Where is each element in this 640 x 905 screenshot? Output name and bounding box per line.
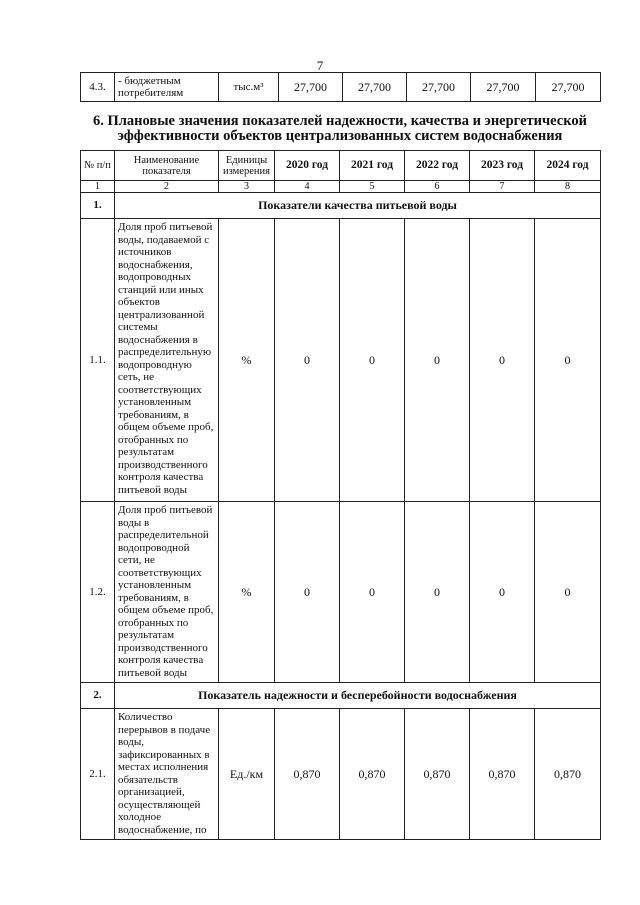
section-row (81, 193, 601, 219)
header-year: 2021 год (340, 151, 405, 181)
column-number: 7 (470, 181, 535, 193)
header-year: 2022 год (405, 151, 470, 181)
section-title: 6. Плановые значения показателей надежности, качества и энергетической эффективности объектов централизованных систем водоснабжения (93, 113, 587, 144)
value-cell: 0,870 (535, 709, 601, 840)
value-cell: 0,870 (405, 709, 470, 840)
row-unit: Ед./км (219, 709, 275, 840)
continuation-table (80, 72, 601, 102)
column-number: 8 (535, 181, 601, 193)
row-name: Количество перерывов в подаче воды, зафиксированных в местах исполнения обязательств организацией, осуществляющей холодное водоснабжение, по (115, 709, 219, 840)
column-number: 5 (340, 181, 405, 193)
table-row (81, 73, 601, 102)
indicators-table (80, 150, 601, 840)
row-name: Доля проб питьевой воды в распределительной водопроводной сети, не соответствующих установленным требованиям, в общем объеме проб, отобранных по результатам производственного контроля качества питьевой воды (115, 502, 219, 683)
value-cell: 0,870 (275, 709, 340, 840)
column-number: 3 (219, 181, 275, 193)
value-cell: 0 (535, 219, 601, 502)
value-cell: 0,870 (470, 709, 535, 840)
section-heading: Показатель надежности и бесперебойности водоснабжения (115, 683, 601, 709)
value-cell: 0 (535, 502, 601, 683)
value-cell: 27,700 (471, 73, 536, 102)
column-number: 2 (115, 181, 219, 193)
table-row (81, 502, 601, 683)
header-unit: Единицы измерения (219, 151, 275, 181)
header-num: № п/п (81, 151, 115, 181)
value-cell: 0 (340, 219, 405, 502)
value-cell: 27,700 (536, 73, 601, 102)
row-name: Доля проб питьевой воды, подаваемой с источников водоснабжения, водопроводных станций или иных объектов централизованной системы водоснабжения в распределительную водопроводную сеть, не соответствующих установленным требованиям, в общем объеме проб, отобранных по результатам производственного контроля качества питьевой воды (115, 219, 219, 502)
row-unit: тыс.м³ (219, 73, 279, 102)
column-number: 4 (275, 181, 340, 193)
row-unit: % (219, 502, 275, 683)
value-cell: 27,700 (279, 73, 343, 102)
row-unit: % (219, 219, 275, 502)
header-year: 2023 год (470, 151, 535, 181)
table-row (81, 219, 601, 502)
value-cell: 0,870 (340, 709, 405, 840)
value-cell: 27,700 (343, 73, 407, 102)
section-heading: Показатели качества питьевой воды (115, 193, 601, 219)
value-cell: 0 (275, 219, 340, 502)
row-number: 1.1. (81, 219, 115, 502)
header-name: Наименование показателя (115, 151, 219, 181)
value-cell: 0 (405, 502, 470, 683)
value-cell: 0 (405, 219, 470, 502)
value-cell: 0 (470, 219, 535, 502)
row-number: 1.2. (81, 502, 115, 683)
section-row (81, 683, 601, 709)
section-number: 1. (81, 193, 115, 219)
header-year: 2020 год (275, 151, 340, 181)
section-number: 2. (81, 683, 115, 709)
value-cell: 0 (275, 502, 340, 683)
value-cell: 0 (340, 502, 405, 683)
column-numbers-row (81, 181, 601, 193)
value-cell: 0 (470, 502, 535, 683)
header-year: 2024 год (535, 151, 601, 181)
column-number: 6 (405, 181, 470, 193)
table-row (81, 709, 601, 840)
page-number: 7 (316, 58, 324, 73)
value-cell: 27,700 (407, 73, 471, 102)
row-number: 4.3. (81, 73, 115, 102)
header-row (81, 151, 601, 181)
row-name: - бюджетным потребителям (115, 73, 219, 102)
row-number: 2.1. (81, 709, 115, 840)
column-number: 1 (81, 181, 115, 193)
